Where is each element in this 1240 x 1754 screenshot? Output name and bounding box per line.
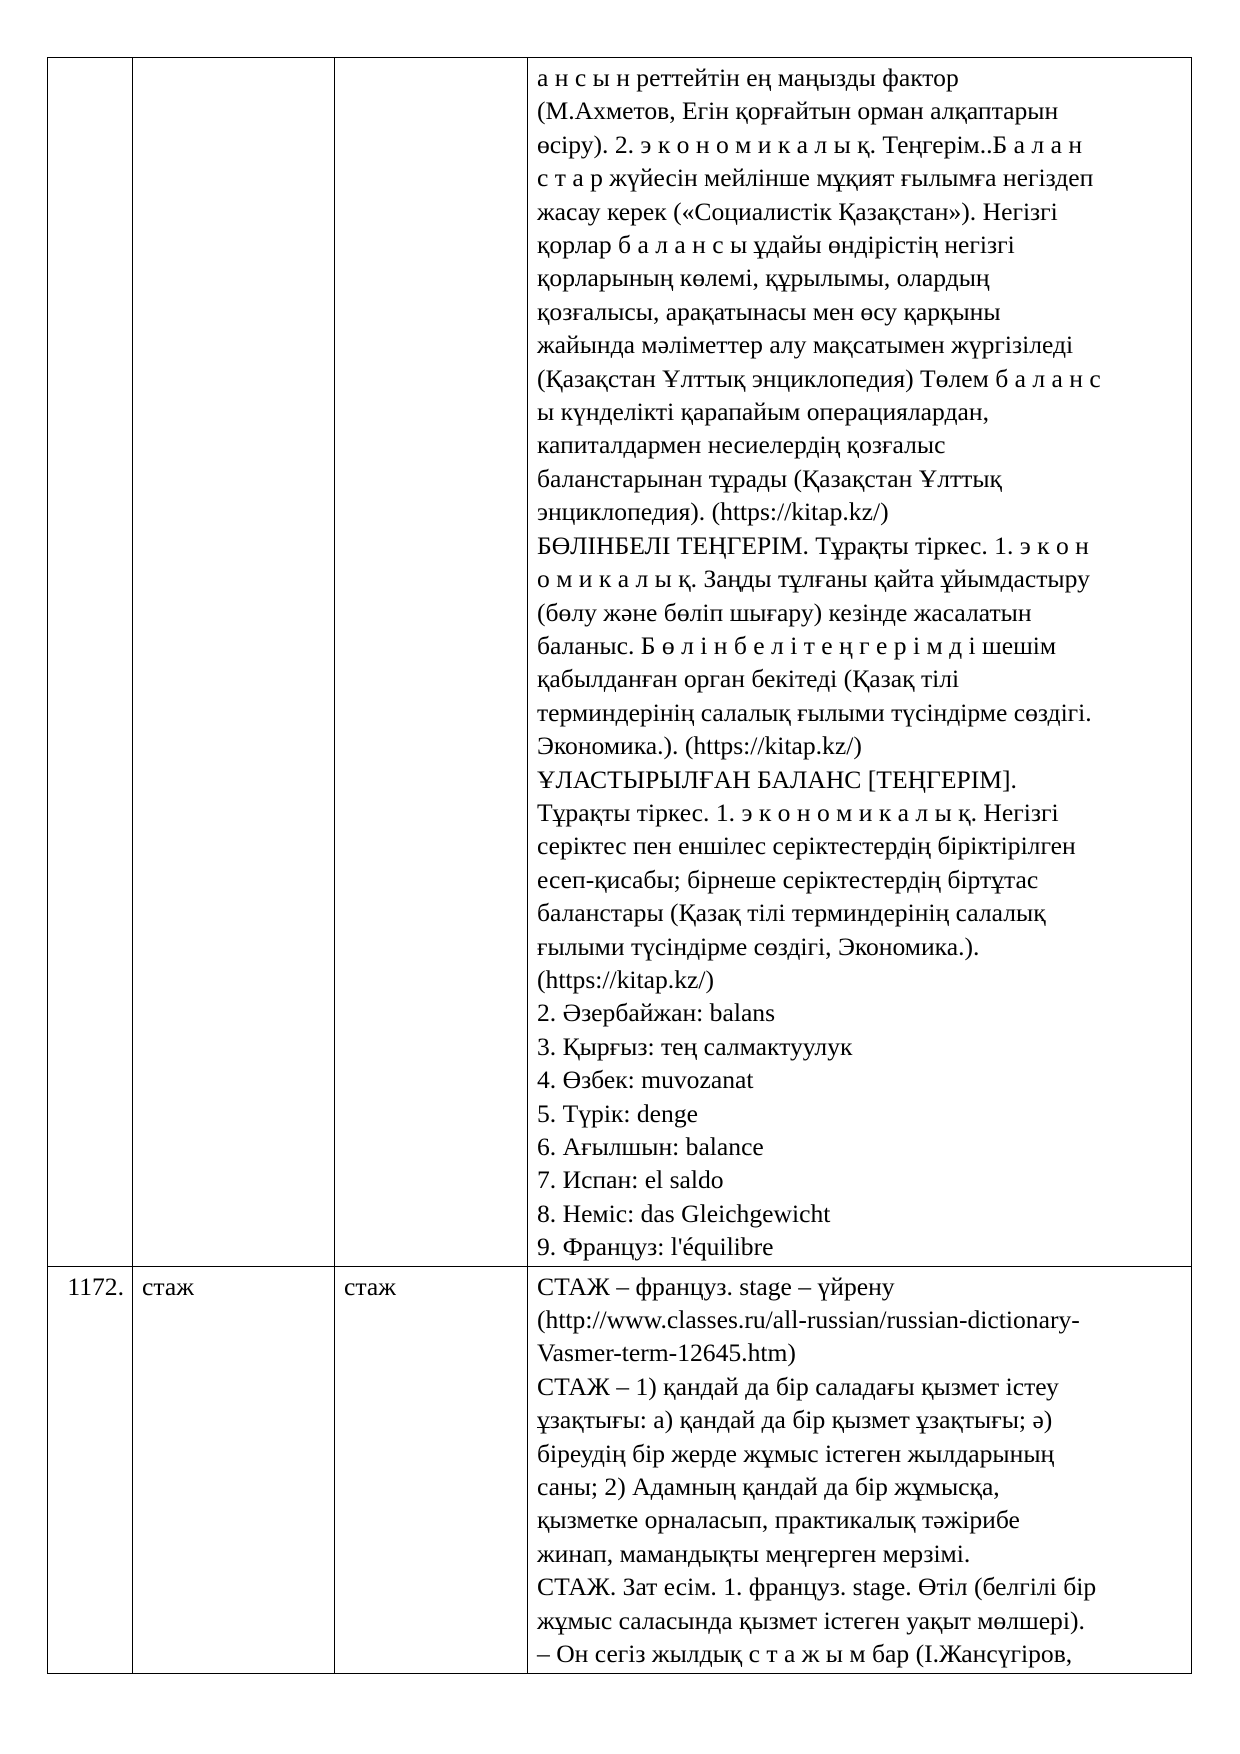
text-line: жайында мәліметтер алу мақсатымен жүргізіледі — [537, 330, 1074, 360]
text-line: есеп-қисабы; бірнеше серіктестердің біртұтас — [537, 864, 1039, 894]
definition-cell — [528, 58, 1192, 1267]
text-line: ұзақтығы: а) қандай да бір қызмет ұзақтығы; ә) — [537, 1405, 1053, 1435]
text-line: (М.Ахметов, Егін қорғайтын орман алқаптарын — [537, 96, 1059, 126]
text-line: СТАЖ. Зат есім. 1. француз. stage. Өтіл (белгілі бір — [537, 1572, 1097, 1602]
text-line: қозғалысы, арақатынасы мен өсу қарқыны — [537, 296, 1001, 326]
translation-azerbaijani: 2. Әзербайжан: balans — [537, 998, 776, 1028]
text-line: Тұрақты тіркес. 1. э к о н о м и к а л ы қ. Негізгі — [537, 797, 1059, 827]
text-line: терминдерінің салалық ғылыми түсіндірме сөздігі. — [537, 697, 1092, 727]
entry-number: 1172. — [48, 1266, 133, 1673]
text-line: өсіру). 2. э к о н о м и к а л ы қ. Теңгерім..Б а л а н — [537, 129, 1083, 159]
text-line: капиталдармен несиелердің қозғалыс — [537, 430, 946, 460]
text-line: (http://www.classes.ru/all-russian/russian-dictionary- — [537, 1305, 1080, 1335]
text-line: жұмыс саласында қызмет істеген уақыт мөлшері). — [537, 1605, 1085, 1635]
text-line: а н с ы н реттейтін ең маңызды фактор — [537, 63, 959, 92]
text-line: – Он сегіз жылдық с т а ж ы м бар (І.Жансүгіров, — [537, 1639, 1073, 1669]
text-line: Экономика.). (https://kitap.kz/) — [537, 731, 862, 761]
text-line: энциклопедия). (https://kitap.kz/) — [537, 497, 889, 527]
translation-spanish: 7. Испан: el saldo — [537, 1165, 724, 1195]
text-line: қорларының көлемі, құрылымы, олардың — [537, 263, 990, 293]
term-kazakh — [133, 58, 335, 1267]
text-line: БӨЛІНБЕЛІ ТЕҢГЕРІМ. Тұрақты тіркес. 1. э к о н — [537, 530, 1089, 560]
dictionary-table — [47, 57, 1192, 1674]
definition-cell — [528, 1266, 1192, 1673]
table-row — [48, 1266, 1192, 1673]
translation-uzbek: 4. Өзбек: muvozanat — [537, 1065, 754, 1095]
text-line: серіктес пен еншілес серіктестердің біріктірілген — [537, 831, 1076, 861]
text-line: ғылыми түсіндірме сөздігі, Экономика.). — [537, 931, 980, 961]
text-line: жинап, мамандықты меңгерген мерзімі. — [537, 1538, 971, 1568]
translation-kyrgyz: 3. Қырғыз: тең салмактуулук — [537, 1031, 853, 1061]
text-line: (Қазақстан Ұлттық энциклопедия) Төлем б а л а н с — [537, 363, 1101, 393]
text-line: ы күнделікті қарапайым операциялардан, — [537, 397, 989, 427]
text-line: с т а р жүйесін мейлінше мұқият ғылымға негіздеп — [537, 163, 1094, 193]
text-line: (бөлу және бөліп шығару) кезінде жасалатын — [537, 597, 1032, 627]
entry-number — [48, 58, 133, 1267]
text-line: балaнстары (Қазақ тілі терминдерінің салалық — [537, 898, 1046, 928]
text-line: СТАЖ – француз. stage – үйрену — [537, 1271, 895, 1301]
translation-german: 8. Неміс: das Gleichgewicht — [537, 1198, 831, 1228]
text-line: біреудің бір жерде жұмыс істеген жылдарының — [537, 1438, 1055, 1468]
translation-english: 6. Ағылшын: balance — [537, 1132, 764, 1161]
document-page — [47, 57, 1191, 1674]
text-line: қорлар б а л а н с ы ұдайы өндірістің негізгі — [537, 230, 1015, 260]
text-line: Vasmer-term-12645.htm) — [537, 1338, 796, 1368]
table-row — [48, 58, 1192, 1267]
text-line: (https://kitap.kz/) — [537, 964, 714, 994]
term-russian: стаж — [335, 1266, 528, 1673]
term-russian — [335, 58, 528, 1267]
term-kazakh: стаж — [133, 1266, 335, 1673]
text-line: баланстарынан тұрады (Қазақстан Ұлттық — [537, 463, 1002, 493]
translation-french: 9. Француз: l'équilibre — [537, 1232, 774, 1262]
text-line: жасау керек («Социалистік Қазақстан»). Негізгі — [537, 196, 1058, 226]
text-line: СТАЖ – 1) қандай да бір саладағы қызмет істеу — [537, 1371, 1059, 1401]
text-line: о м и к а л ы қ. Заңды тұлғаны қайта ұйымдастыру — [537, 564, 1090, 594]
text-line: қызметке орналасып, практикалық тәжірибе — [537, 1505, 1020, 1535]
text-line: саны; 2) Адамның қандай да бір жұмысқа, — [537, 1472, 1000, 1502]
text-line: ҰЛАСТЫРЫЛҒАН БАЛАНС [ТЕҢГЕРІМ]. — [537, 764, 1017, 794]
text-line: баланыс. Б ө л і н б е л і т е ң г е р і м д і шешім — [537, 630, 1057, 660]
translation-turkish: 5. Түрік: denge — [537, 1098, 698, 1128]
text-line: қабылданған орган бекітеді (Қазақ тілі — [537, 664, 960, 694]
